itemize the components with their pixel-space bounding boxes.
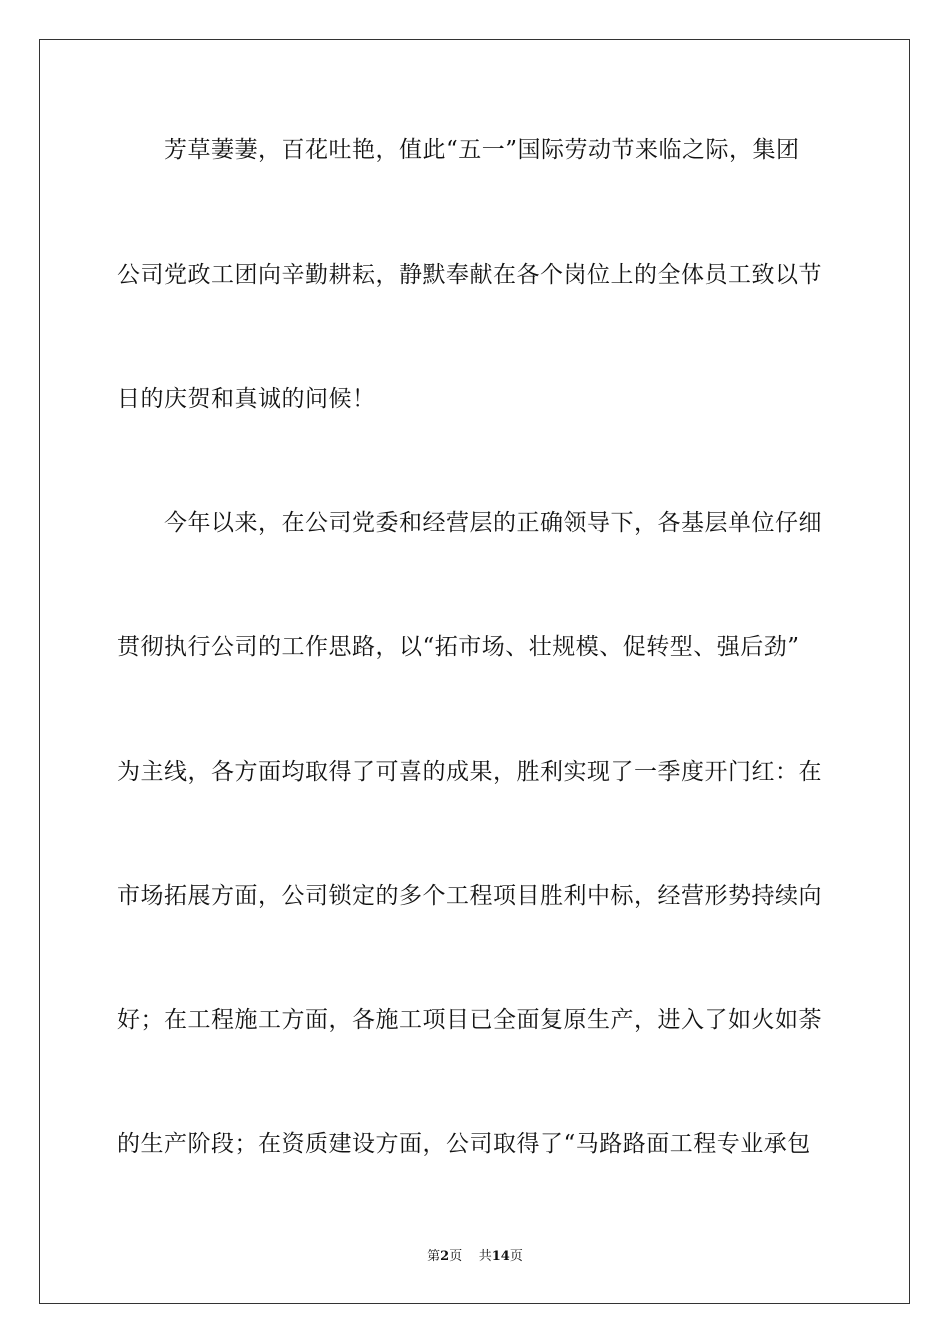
text-line: 日的庆贺和真诚的问候！ bbox=[117, 386, 376, 412]
text-line: 好；在工程施工方面，各施工项目已全面复原生产，进入了如火如荼 bbox=[117, 1007, 822, 1033]
page-border bbox=[39, 39, 910, 1304]
page-footer bbox=[0, 1248, 950, 1266]
text-line: 公司党政工团向辛勤耕耘，静默奉献在各个岗位上的全体员工致以节 bbox=[117, 262, 822, 288]
page-number-label: 第2页 bbox=[427, 1249, 463, 1264]
text-line: 贯彻执行公司的工作思路，以“拓市场、壮规模、促转型、强后劲” bbox=[117, 634, 800, 660]
text-line: 为主线，各方面均取得了可喜的成果，胜利实现了一季度开门红：在 bbox=[117, 759, 822, 785]
text-line: 芳草萋萋，百花吐艳，值此“五一”国际劳动节来临之际，集团 bbox=[117, 137, 800, 163]
text-line: 市场拓展方面，公司锁定的多个工程项目胜利中标，经营形势持续向 bbox=[117, 883, 822, 909]
total-pages-label: 共14页 bbox=[478, 1249, 523, 1264]
text-line: 的生产阶段；在资质建设方面，公司取得了“马路路面工程专业承包 bbox=[117, 1131, 811, 1157]
text-line: 今年以来，在公司党委和经营层的正确领导下，各基层单位仔细 bbox=[117, 510, 822, 536]
